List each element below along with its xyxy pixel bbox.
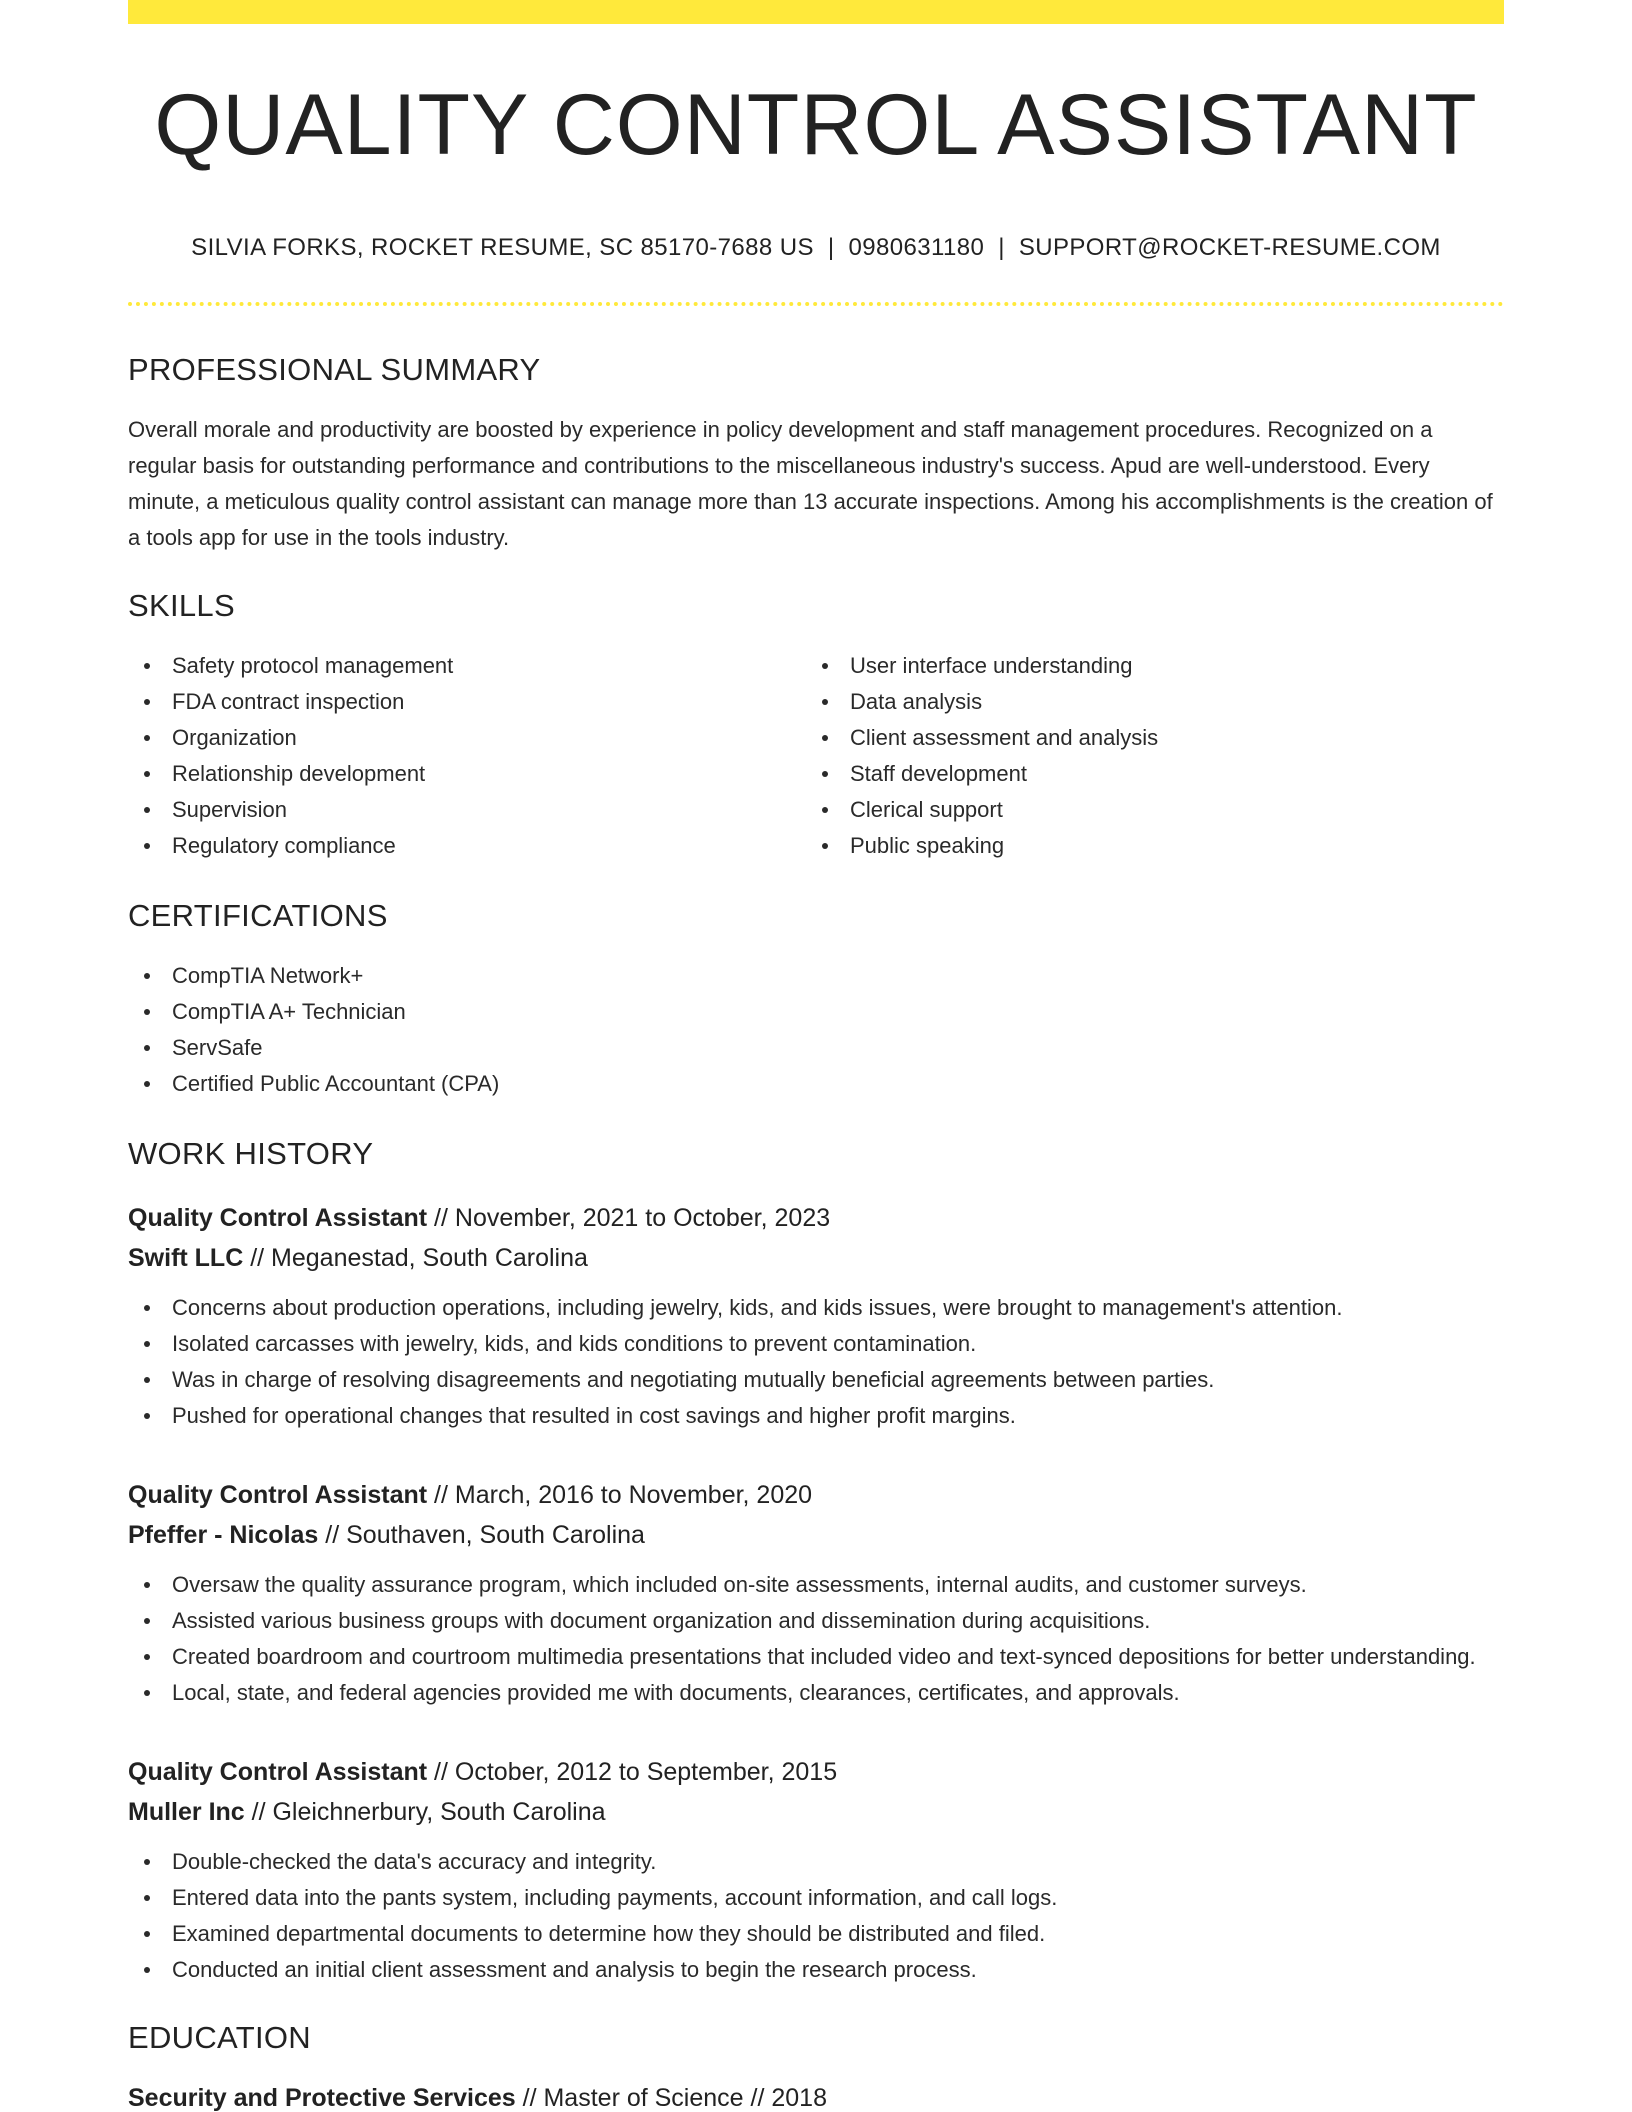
certification-item: Certified Public Accountant (CPA) xyxy=(128,1066,1504,1102)
job-bullet: Double-checked the data's accuracy and integrity. xyxy=(128,1844,1504,1880)
contact-email[interactable]: SUPPORT@ROCKET-RESUME.COM xyxy=(1018,234,1441,261)
job-bullets xyxy=(128,1567,1504,1711)
certification-item: CompTIA A+ Technician xyxy=(128,994,1504,1030)
certifications-heading: CERTIFICATIONS xyxy=(128,898,388,933)
skill-item: Supervision xyxy=(128,792,806,828)
education-field: Security and Protective Services xyxy=(128,2084,516,2112)
job-location: // Meganestad, South Carolina xyxy=(243,1244,588,1272)
skill-item: Relationship development xyxy=(128,756,806,792)
job-bullet: Created boardroom and courtroom multimedia presentations that included video and text-synced depositions for better understanding. xyxy=(128,1639,1504,1675)
job-bullet: Pushed for operational changes that resulted in cost savings and higher profit margins. xyxy=(128,1398,1504,1434)
skill-item: Data analysis xyxy=(806,684,1484,720)
certification-item: ServSafe xyxy=(128,1030,1504,1066)
skill-item: Safety protocol management xyxy=(128,648,806,684)
job-bullet: Concerns about production operations, including jewelry, kids, and kids issues, were brought to management's attention. xyxy=(128,1290,1504,1326)
job-bullets xyxy=(128,1844,1504,1988)
job-entry xyxy=(128,1752,1504,1988)
job-bullet: Assisted various business groups with document organization and dissemination during acquisitions. xyxy=(128,1603,1504,1639)
job-entry xyxy=(128,1198,1504,1434)
job-title-line xyxy=(128,1198,1504,1238)
work-history-heading: WORK HISTORY xyxy=(128,1136,374,1171)
skill-item: Clerical support xyxy=(806,792,1484,828)
contact-phone: 0980631180 xyxy=(848,234,985,261)
job-company: Pfeffer - Nicolas xyxy=(128,1521,319,1549)
contact-line xyxy=(128,234,1504,262)
skill-item: Regulatory compliance xyxy=(128,828,806,864)
skills-list-left xyxy=(128,648,806,864)
summary-heading: PROFESSIONAL SUMMARY xyxy=(128,352,541,387)
certification-item: CompTIA Network+ xyxy=(128,958,1504,994)
job-bullet: Examined departmental documents to determine how they should be distributed and filed. xyxy=(128,1916,1504,1952)
skill-item: FDA contract inspection xyxy=(128,684,806,720)
skill-item: Organization xyxy=(128,720,806,756)
job-bullet: Isolated carcasses with jewelry, kids, and kids conditions to prevent contamination. xyxy=(128,1326,1504,1362)
accent-bar xyxy=(128,0,1504,24)
job-company-line xyxy=(128,1515,1504,1555)
education-heading: EDUCATION xyxy=(128,2020,311,2055)
job-bullet: Local, state, and federal agencies provided me with documents, clearances, certificates, and approvals. xyxy=(128,1675,1504,1711)
resume-page xyxy=(128,0,1504,2112)
skill-item: User interface understanding xyxy=(806,648,1484,684)
education-degree: // Master of Science xyxy=(515,2084,744,2112)
skill-item: Client assessment and analysis xyxy=(806,720,1484,756)
certifications-list xyxy=(128,958,1504,1102)
job-title-line xyxy=(128,1475,1504,1515)
job-location: // Gleichnerbury, South Carolina xyxy=(244,1798,606,1826)
job-title-line xyxy=(128,1752,1504,1792)
summary-text: Overall morale and productivity are boosted by experience in policy development and staff management procedures. Recognized on a regular basis for outstanding performance and contributions to the miscellaneous industry's success. Apud are well-understood. Every minute, a meticulous quality control assistant can manage more than 13 accurate inspections. Among his accomplishments is the creation of a tools app for use in the tools industry. xyxy=(128,417,1493,550)
job-dates: // October, 2012 to September, 2015 xyxy=(427,1758,838,1786)
job-bullets xyxy=(128,1290,1504,1434)
job-title: Quality Control Assistant xyxy=(128,1481,428,1509)
job-company: Swift LLC xyxy=(128,1244,244,1272)
dotted-divider xyxy=(128,302,1504,306)
job-bullet: Conducted an initial client assessment and analysis to begin the research process. xyxy=(128,1952,1504,1988)
education-line xyxy=(128,2078,1504,2112)
skills-heading: SKILLS xyxy=(128,588,235,623)
job-company-line xyxy=(128,1792,1504,1832)
job-entry xyxy=(128,1475,1504,1711)
skills-columns xyxy=(128,648,1504,864)
job-bullet: Entered data into the pants system, including payments, account information, and call logs. xyxy=(128,1880,1504,1916)
job-dates: // November, 2021 to October, 2023 xyxy=(427,1204,831,1232)
job-dates: // March, 2016 to November, 2020 xyxy=(427,1481,813,1509)
skill-item: Staff development xyxy=(806,756,1484,792)
contact-separator: | xyxy=(998,234,1005,261)
job-location: // Southaven, South Carolina xyxy=(318,1521,645,1549)
education-year: // 2018 xyxy=(743,2084,827,2112)
job-company: Muller Inc xyxy=(128,1798,245,1826)
job-company-line xyxy=(128,1238,1504,1278)
contact-separator: | xyxy=(827,234,835,261)
contact-address: SILVIA FORKS, ROCKET RESUME, SC 85170-7688 US xyxy=(191,234,814,261)
skills-list-right xyxy=(806,648,1484,864)
skill-item: Public speaking xyxy=(806,828,1484,864)
job-title: Quality Control Assistant xyxy=(128,1758,428,1786)
job-bullet: Was in charge of resolving disagreements and negotiating mutually beneficial agreements between parties. xyxy=(128,1362,1504,1398)
job-bullet: Oversaw the quality assurance program, which included on-site assessments, internal audits, and customer surveys. xyxy=(128,1567,1504,1603)
page-title: QUALITY CONTROL ASSISTANT xyxy=(154,77,1478,173)
job-title: Quality Control Assistant xyxy=(128,1204,428,1232)
